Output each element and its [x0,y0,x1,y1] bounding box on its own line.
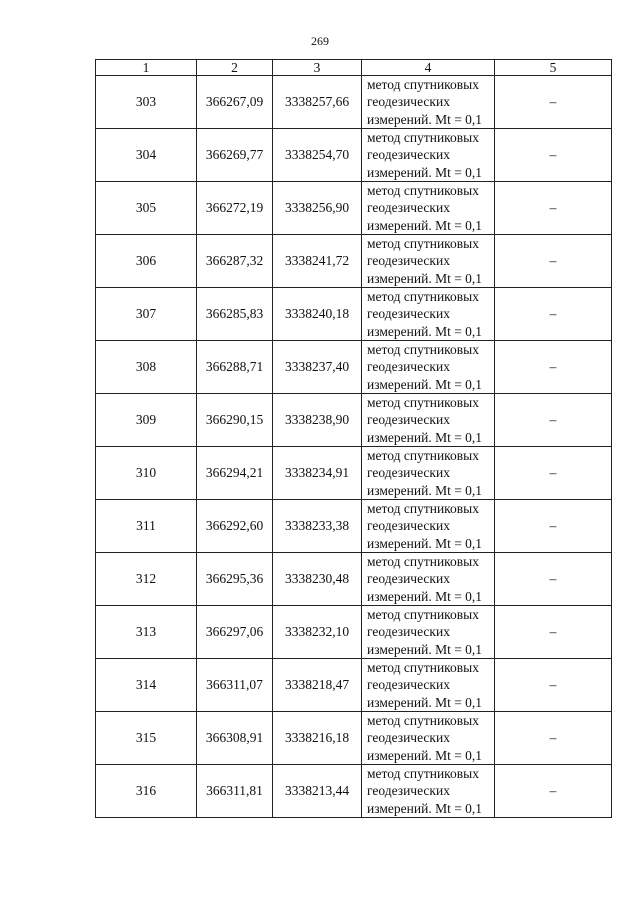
table-row [96,500,612,553]
method-description [362,76,495,129]
method-description [362,394,495,447]
y-coordinate: 3338256,90 [273,182,362,235]
method-line-3: измерений. Mt = 0,1 [367,323,483,339]
method-line-1: метод спутниковых [367,713,479,729]
method-description [362,288,495,341]
method-description [362,659,495,712]
method-line-1: метод спутниковых [367,289,479,305]
x-coordinate: 366287,32 [197,235,273,288]
y-coordinate: 3338241,72 [273,235,362,288]
method-line-3: измерений. Mt = 0,1 [367,800,483,816]
method-description [362,712,495,765]
method-line-2: геодезических [367,200,450,216]
table-row [96,76,612,129]
method-description [362,341,495,394]
method-line-2: геодезических [367,94,450,110]
point-number: 303 [96,76,197,129]
y-coordinate: 3338257,66 [273,76,362,129]
table-header [96,60,612,76]
table-row [96,606,612,659]
y-coordinate: 3338230,48 [273,553,362,606]
x-coordinate: 366294,21 [197,447,273,500]
x-coordinate: 366311,07 [197,659,273,712]
point-number: 306 [96,235,197,288]
method-description [362,235,495,288]
method-line-2: геодезических [367,624,450,640]
note-dash: – [495,447,612,500]
x-coordinate: 366292,60 [197,500,273,553]
method-line-2: геодезических [367,306,450,322]
method-line-3: измерений. Mt = 0,1 [367,270,483,286]
point-number: 315 [96,712,197,765]
header-col-3: 3 [273,60,362,76]
table-row [96,394,612,447]
x-coordinate: 366269,77 [197,129,273,182]
method-line-3: измерений. Mt = 0,1 [367,111,483,127]
table-row [96,447,612,500]
method-description [362,765,495,818]
point-number: 305 [96,182,197,235]
table-row [96,765,612,818]
x-coordinate: 366308,91 [197,712,273,765]
method-description [362,447,495,500]
method-line-2: геодезических [367,465,450,481]
method-description [362,553,495,606]
method-line-1: метод спутниковых [367,236,479,252]
method-line-3: измерений. Mt = 0,1 [367,535,483,551]
point-number: 313 [96,606,197,659]
method-line-3: измерений. Mt = 0,1 [367,641,483,657]
x-coordinate: 366285,83 [197,288,273,341]
table-row [96,182,612,235]
x-coordinate: 366290,15 [197,394,273,447]
method-line-1: метод спутниковых [367,130,479,146]
note-dash: – [495,129,612,182]
y-coordinate: 3338233,38 [273,500,362,553]
method-line-1: метод спутниковых [367,395,479,411]
method-line-2: геодезических [367,571,450,587]
y-coordinate: 3338218,47 [273,659,362,712]
y-coordinate: 3338213,44 [273,765,362,818]
method-line-1: метод спутниковых [367,607,479,623]
method-line-1: метод спутниковых [367,183,479,199]
method-line-3: измерений. Mt = 0,1 [367,217,483,233]
table-row [96,553,612,606]
note-dash: – [495,76,612,129]
method-line-1: метод спутниковых [367,554,479,570]
method-description [362,129,495,182]
x-coordinate: 366267,09 [197,76,273,129]
method-line-3: измерений. Mt = 0,1 [367,164,483,180]
method-line-3: измерений. Mt = 0,1 [367,376,483,392]
method-line-1: метод спутниковых [367,448,479,464]
point-number: 314 [96,659,197,712]
table-row [96,129,612,182]
method-line-2: геодезических [367,783,450,799]
table-row [96,341,612,394]
note-dash: – [495,500,612,553]
x-coordinate: 366272,19 [197,182,273,235]
note-dash: – [495,394,612,447]
point-number: 304 [96,129,197,182]
note-dash: – [495,553,612,606]
method-description [362,606,495,659]
y-coordinate: 3338237,40 [273,341,362,394]
y-coordinate: 3338240,18 [273,288,362,341]
coordinates-table [95,59,612,818]
table-row [96,712,612,765]
method-line-3: измерений. Mt = 0,1 [367,588,483,604]
x-coordinate: 366311,81 [197,765,273,818]
method-line-1: метод спутниковых [367,77,479,93]
y-coordinate: 3338238,90 [273,394,362,447]
table-body [96,76,612,818]
note-dash: – [495,606,612,659]
method-line-2: геодезических [367,412,450,428]
method-line-2: геодезических [367,730,450,746]
note-dash: – [495,659,612,712]
y-coordinate: 3338216,18 [273,712,362,765]
point-number: 311 [96,500,197,553]
point-number: 307 [96,288,197,341]
table-row [96,235,612,288]
point-number: 310 [96,447,197,500]
point-number: 309 [96,394,197,447]
note-dash: – [495,341,612,394]
y-coordinate: 3338254,70 [273,129,362,182]
header-col-1: 1 [96,60,197,76]
y-coordinate: 3338232,10 [273,606,362,659]
method-line-2: геодезических [367,253,450,269]
table-row [96,659,612,712]
method-line-3: измерений. Mt = 0,1 [367,429,483,445]
method-line-2: геодезических [367,677,450,693]
method-line-2: геодезических [367,147,450,163]
method-line-1: метод спутниковых [367,342,479,358]
point-number: 308 [96,341,197,394]
method-line-1: метод спутниковых [367,660,479,676]
note-dash: – [495,288,612,341]
page-number: 269 [311,34,329,48]
note-dash: – [495,765,612,818]
point-number: 316 [96,765,197,818]
note-dash: – [495,712,612,765]
x-coordinate: 366297,06 [197,606,273,659]
method-line-1: метод спутниковых [367,766,479,782]
method-description [362,500,495,553]
x-coordinate: 366288,71 [197,341,273,394]
header-col-2: 2 [197,60,273,76]
method-line-1: метод спутниковых [367,501,479,517]
note-dash: – [495,182,612,235]
header-col-5: 5 [495,60,612,76]
y-coordinate: 3338234,91 [273,447,362,500]
header-row [96,60,612,76]
header-col-4: 4 [362,60,495,76]
table-row [96,288,612,341]
note-dash: – [495,235,612,288]
method-line-3: измерений. Mt = 0,1 [367,694,483,710]
method-line-2: геодезических [367,518,450,534]
method-line-3: измерений. Mt = 0,1 [367,747,483,763]
point-number: 312 [96,553,197,606]
x-coordinate: 366295,36 [197,553,273,606]
method-description [362,182,495,235]
method-line-2: геодезических [367,359,450,375]
method-line-3: измерений. Mt = 0,1 [367,482,483,498]
